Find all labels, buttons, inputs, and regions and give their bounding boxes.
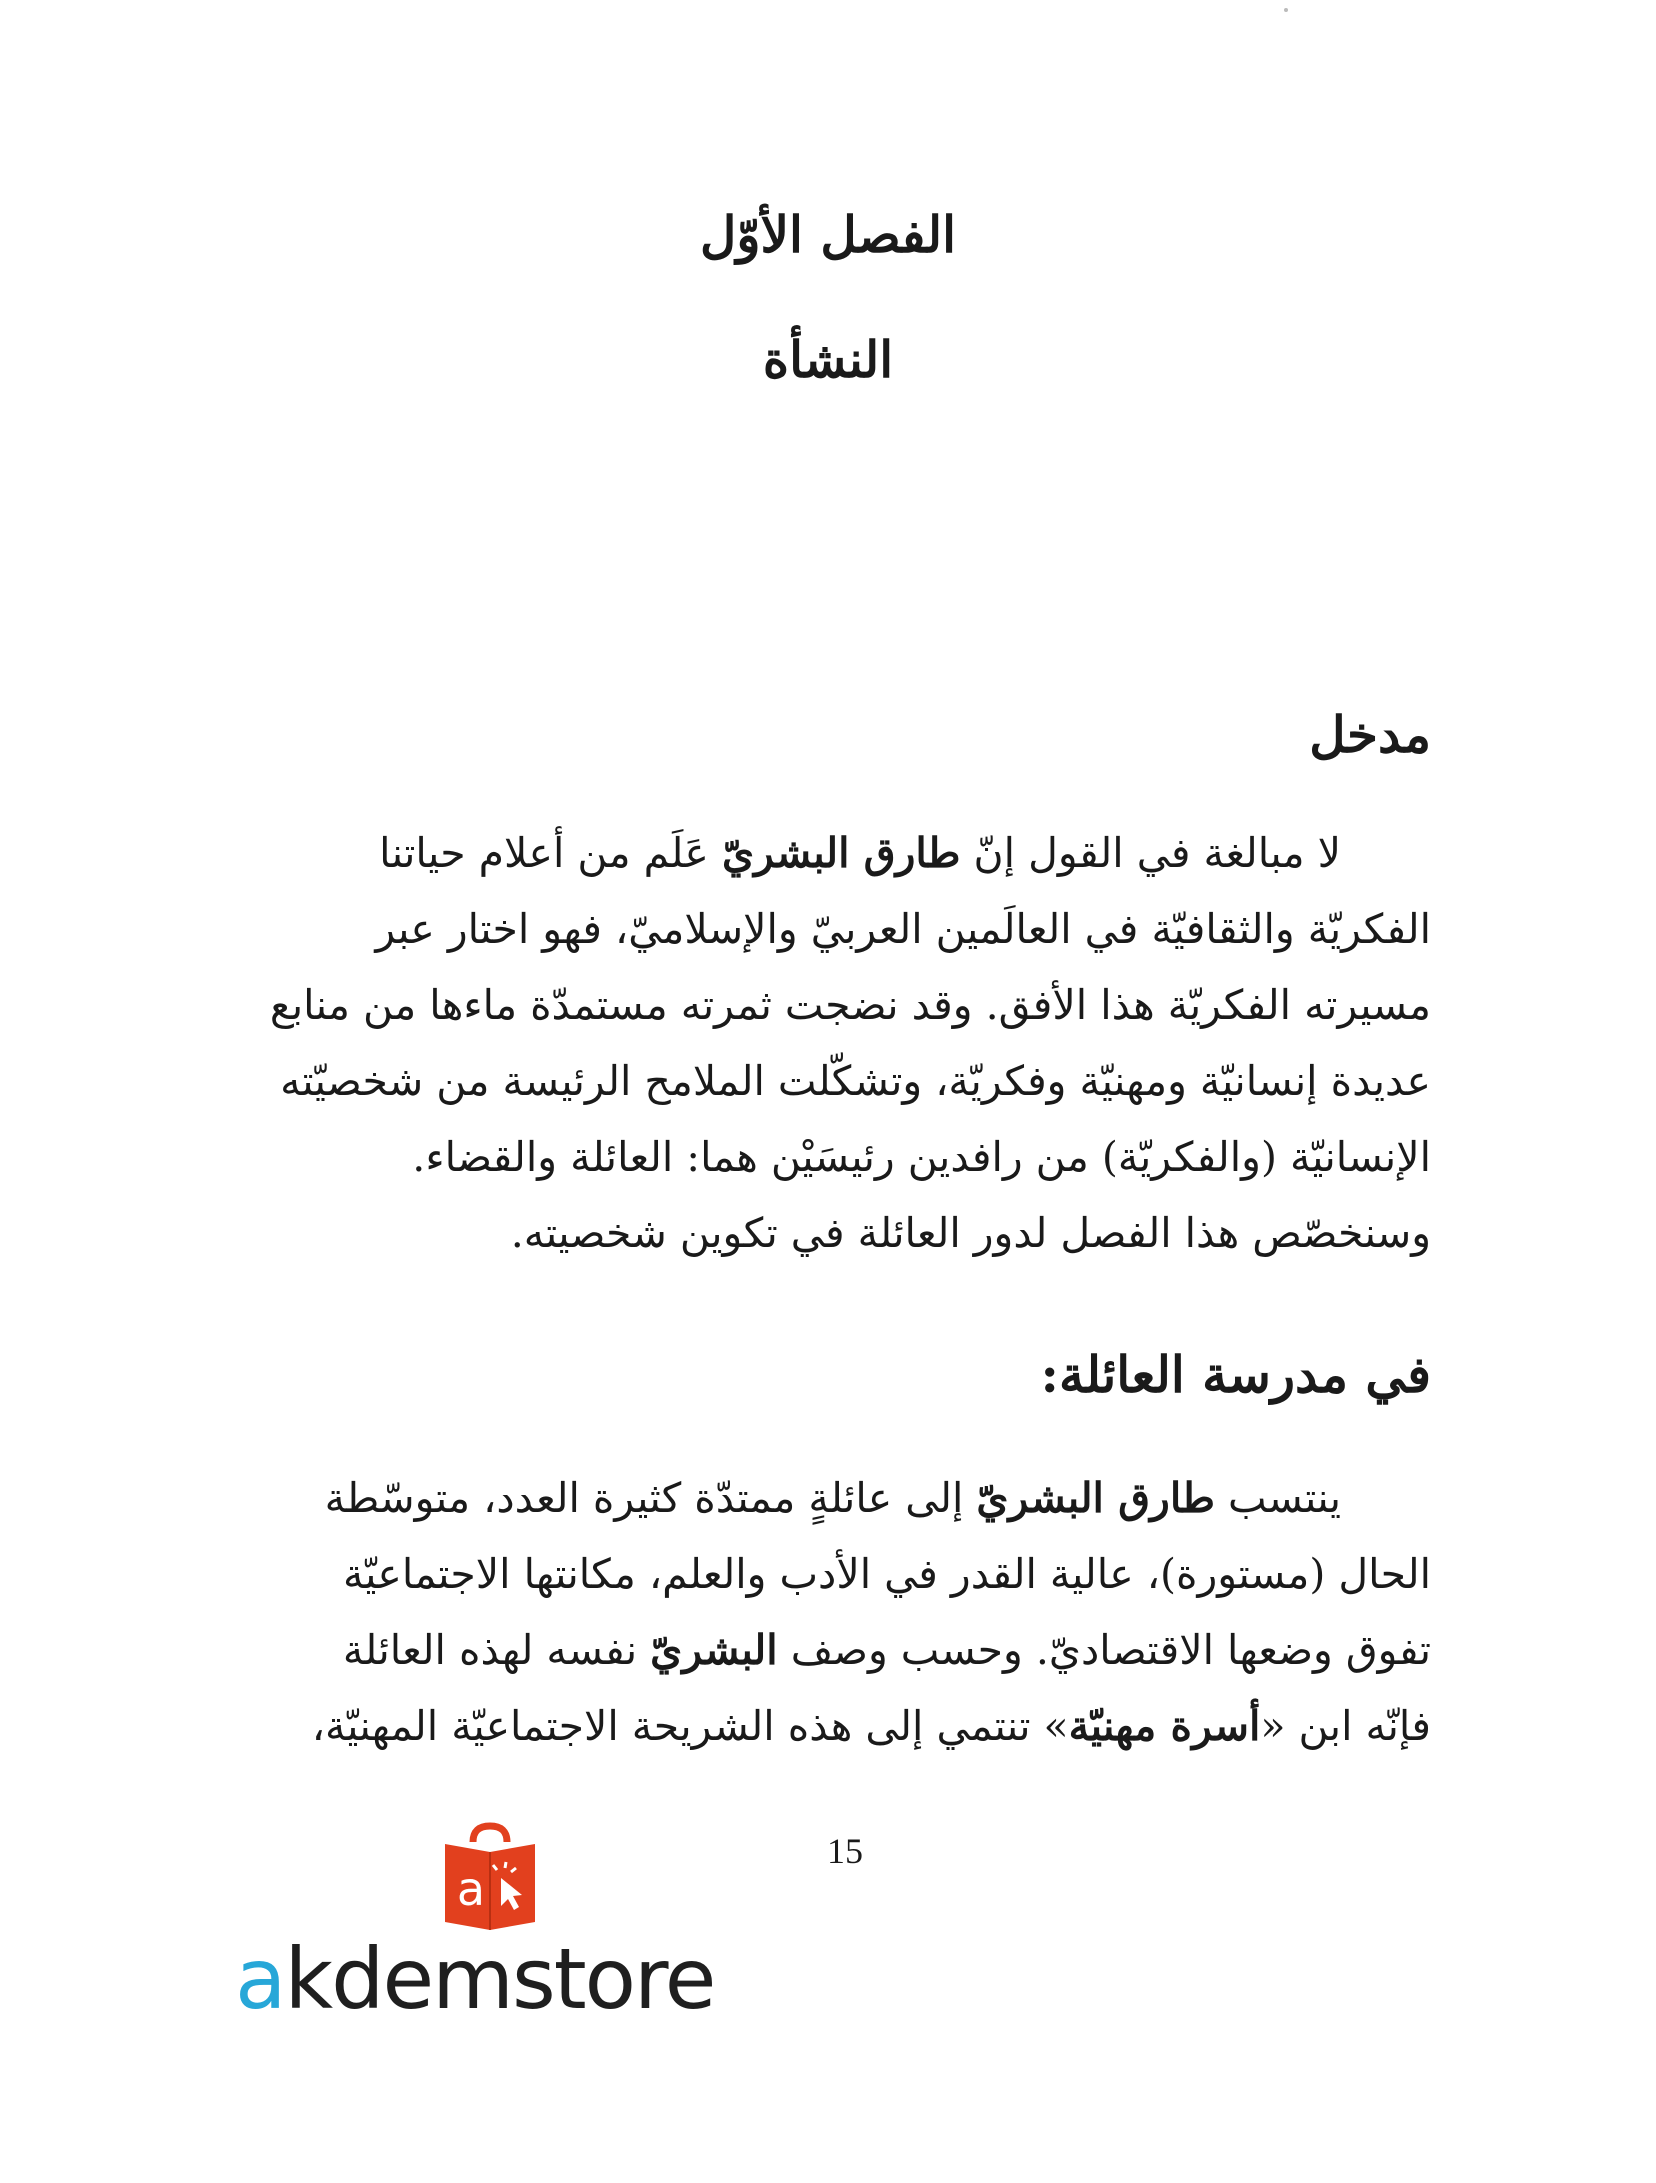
bag-letter: a xyxy=(456,1862,486,1916)
person-name: البشريّ xyxy=(650,1626,778,1674)
text-run: إلى عائلةٍ ممتدّة كثيرة العدد، متوسّطة xyxy=(324,1474,977,1522)
paragraph-line: مسيرته الفكريّة هذا الأفق. وقد نضجت ثمرته مستمدّة ماءها من منابع xyxy=(269,981,1431,1029)
paragraph-family xyxy=(226,1460,1431,1764)
paragraph-line xyxy=(226,815,1431,891)
logo-accent-letter: a xyxy=(235,1930,285,2028)
paragraph-line: وسنخصّص هذا الفصل لدور العائلة في تكوين شخصيته. xyxy=(510,1209,1431,1257)
person-name: طارق البشريّ xyxy=(721,829,961,877)
paragraph-line xyxy=(226,1460,1431,1536)
text-run: عَلَم من أعلام حياتنا xyxy=(379,829,722,877)
chapter-subtitle: النشأة xyxy=(762,330,894,389)
emphasis-term: أسرة مهنيّة xyxy=(1068,1702,1261,1750)
paragraph-intro xyxy=(226,815,1431,1271)
paragraph-line: الحال (مستورة)، عالية القدر في الأدب والعلم، مكانتها الاجتماعيّة xyxy=(343,1550,1431,1598)
person-name: طارق البشريّ xyxy=(976,1474,1215,1522)
paragraph-line: الفكريّة والثقافيّة في العالَمين العربيّ والإسلاميّ، فهو اختار عبر xyxy=(375,905,1431,953)
text-run: لا مبالغة في القول إنّ xyxy=(960,829,1341,877)
logo-text: kdemstore xyxy=(284,1930,715,2028)
section-heading-family: في مدرسة العائلة: xyxy=(1040,1345,1431,1404)
paragraph-line xyxy=(226,1688,1431,1764)
text-run: » تنتمي إلى هذه الشريحة الاجتماعيّة المهنيّة، xyxy=(311,1702,1069,1750)
logo-wordmark xyxy=(235,1930,714,2028)
text-run: ينتسب xyxy=(1214,1474,1341,1522)
chapter-title: الفصل الأوّل xyxy=(700,205,956,264)
paragraph-line: الإنسانيّة (والفكريّة) من رافدين رئيسَيْن هما: العائلة والقضاء. xyxy=(412,1133,1431,1181)
section-heading-intro: مدخل xyxy=(1309,705,1431,764)
text-run: فإنّه ابن « xyxy=(1260,1702,1431,1750)
shopping-bag-icon xyxy=(435,1820,545,1930)
text-run: تفوق وضعها الاقتصاديّ. وحسب وصف xyxy=(777,1626,1431,1674)
scan-dot xyxy=(1284,8,1288,12)
paragraph-line: عديدة إنسانيّة ومهنيّة وفكريّة، وتشكّلت الملامح الرئيسة من شخصيّته xyxy=(280,1057,1431,1105)
paragraph-line xyxy=(226,1612,1431,1688)
text-run: نفسه لهذه العائلة xyxy=(342,1626,651,1674)
akdemstore-logo[interactable] xyxy=(235,1820,755,2028)
page-number: 15 xyxy=(827,1831,863,1871)
